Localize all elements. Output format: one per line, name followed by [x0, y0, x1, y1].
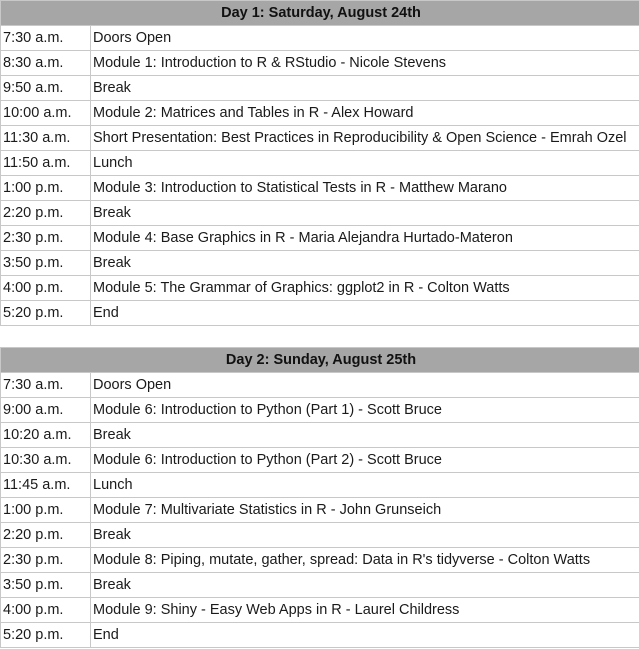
time-cell: 1:00 p.m. [1, 176, 91, 201]
time-cell: 2:30 p.m. [1, 548, 91, 573]
time-cell: 5:20 p.m. [1, 301, 91, 326]
time-cell: 10:20 a.m. [1, 423, 91, 448]
event-cell: Break [91, 573, 639, 598]
event-cell: Lunch [91, 151, 639, 176]
table-row [1, 548, 639, 573]
table-row [1, 398, 639, 423]
event-cell: End [91, 301, 639, 326]
event-cell: Module 7: Multivariate Statistics in R - John Grunseich [91, 498, 639, 523]
time-cell: 10:00 a.m. [1, 101, 91, 126]
event-cell: End [91, 623, 639, 648]
time-cell: 8:30 a.m. [1, 51, 91, 76]
time-cell: 2:20 p.m. [1, 201, 91, 226]
event-cell: Module 2: Matrices and Tables in R - Alex Howard [91, 101, 639, 126]
event-cell: Module 1: Introduction to R & RStudio - Nicole Stevens [91, 51, 639, 76]
table-row [1, 301, 639, 326]
table-row [1, 176, 639, 201]
event-cell: Short Presentation: Best Practices in Reproducibility & Open Science - Emrah Ozel [91, 126, 639, 151]
table-row [1, 598, 639, 623]
table-row [1, 523, 639, 548]
time-cell: 2:20 p.m. [1, 523, 91, 548]
event-cell: Break [91, 201, 639, 226]
event-cell: Break [91, 76, 639, 101]
table-row [1, 473, 639, 498]
event-cell: Module 8: Piping, mutate, gather, spread: Data in R's tidyverse - Colton Watts [91, 548, 639, 573]
day1-header-row [1, 1, 639, 26]
table-row [1, 201, 639, 226]
day1-title: Day 1: Saturday, August 24th [1, 1, 639, 26]
event-cell: Module 6: Introduction to Python (Part 1) - Scott Bruce [91, 398, 639, 423]
time-cell: 11:45 a.m. [1, 473, 91, 498]
event-cell: Lunch [91, 473, 639, 498]
time-cell: 2:30 p.m. [1, 226, 91, 251]
table-row [1, 151, 639, 176]
event-cell: Module 6: Introduction to Python (Part 2) - Scott Bruce [91, 448, 639, 473]
table-row [1, 276, 639, 301]
table-row [1, 373, 639, 398]
table-row [1, 423, 639, 448]
day-separator [0, 326, 639, 347]
table-row [1, 251, 639, 276]
time-cell: 5:20 p.m. [1, 623, 91, 648]
day2-title: Day 2: Sunday, August 25th [1, 348, 639, 373]
event-cell: Module 3: Introduction to Statistical Tests in R - Matthew Marano [91, 176, 639, 201]
event-cell: Module 9: Shiny - Easy Web Apps in R - Laurel Childress [91, 598, 639, 623]
table-row [1, 26, 639, 51]
time-cell: 7:30 a.m. [1, 373, 91, 398]
table-row [1, 226, 639, 251]
event-cell: Module 4: Base Graphics in R - Maria Alejandra Hurtado-Materon [91, 226, 639, 251]
event-cell: Break [91, 423, 639, 448]
event-cell: Module 5: The Grammar of Graphics: ggplot2 in R - Colton Watts [91, 276, 639, 301]
time-cell: 4:00 p.m. [1, 598, 91, 623]
table-row [1, 573, 639, 598]
time-cell: 3:50 p.m. [1, 573, 91, 598]
table-row [1, 623, 639, 648]
event-cell: Doors Open [91, 373, 639, 398]
table-row [1, 448, 639, 473]
table-row [1, 498, 639, 523]
time-cell: 1:00 p.m. [1, 498, 91, 523]
time-cell: 10:30 a.m. [1, 448, 91, 473]
time-cell: 11:50 a.m. [1, 151, 91, 176]
event-cell: Break [91, 523, 639, 548]
time-cell: 3:50 p.m. [1, 251, 91, 276]
time-cell: 9:00 a.m. [1, 398, 91, 423]
day2-schedule-table [0, 347, 639, 648]
table-row [1, 76, 639, 101]
table-row [1, 101, 639, 126]
event-cell: Break [91, 251, 639, 276]
table-row [1, 126, 639, 151]
time-cell: 4:00 p.m. [1, 276, 91, 301]
time-cell: 11:30 a.m. [1, 126, 91, 151]
time-cell: 9:50 a.m. [1, 76, 91, 101]
day2-header-row [1, 348, 639, 373]
time-cell: 7:30 a.m. [1, 26, 91, 51]
event-cell: Doors Open [91, 26, 639, 51]
table-row [1, 51, 639, 76]
